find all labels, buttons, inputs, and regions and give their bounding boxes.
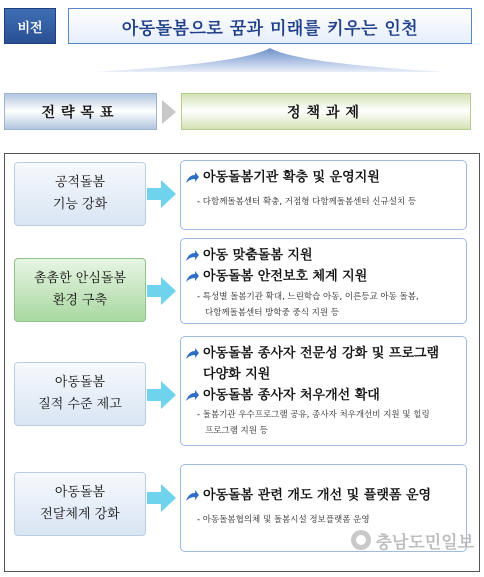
goal-box-delivery — [14, 472, 146, 536]
bullet-arrow-icon — [185, 249, 199, 263]
watermark-text: 충남도민일보 — [375, 532, 474, 553]
goal-line: 질적 수준 제고 — [38, 397, 122, 412]
bullet-arrow-icon — [185, 347, 199, 361]
task-heading — [185, 167, 460, 188]
bullet-arrow-icon — [185, 270, 199, 284]
task-text: 아동돌봄 종사자 처우개선 확대 — [203, 388, 380, 403]
task-heading — [185, 245, 460, 266]
policy-tasks-header: 정책과제 — [181, 93, 471, 130]
vision-tag: 비전 — [4, 8, 56, 44]
task-heading-continued — [185, 364, 460, 385]
bullet-arrow-icon — [185, 389, 199, 403]
goal-box-public-care — [14, 162, 146, 226]
task-text: 아동돌봄기관 확충 및 운영지원 — [203, 170, 380, 185]
task-note: - 다함께돌봄센터 확충, 거점형 다함께돌봄센터 신규설치 등 — [197, 197, 417, 207]
goal-line: 촘촘한 안심돌봄 — [33, 271, 127, 286]
task-heading — [185, 485, 460, 506]
watermark — [314, 525, 474, 555]
task-heading — [185, 266, 460, 287]
goal-box-safe-care — [14, 258, 146, 322]
task-text: 아동돌봄 관련 개도 개선 및 플랫폼 운영 — [203, 488, 432, 503]
task-text: 다양화 지원 — [203, 367, 271, 382]
connector-arrow-icon — [147, 483, 177, 513]
task-box-1 — [180, 160, 467, 230]
strategy-goals-header: 전략목표 — [4, 93, 157, 130]
task-note: 프로그램 지원 등 — [205, 426, 268, 436]
task-note: 다함께돌봄센터 방학중 중식 지원 등 — [205, 308, 339, 318]
goal-line: 공적돌봄 — [54, 175, 106, 190]
goal-line: 아동돌봄 — [54, 375, 106, 390]
bullet-arrow-icon — [185, 489, 199, 503]
goal-line: 전달체계 강화 — [40, 507, 120, 522]
connector-arrow-icon — [147, 276, 177, 306]
connector-arrow-icon — [147, 380, 177, 410]
goal-box-quality — [14, 362, 146, 426]
task-text: 아동돌봄 안전보호 체계 지원 — [203, 269, 368, 284]
task-note: - 특성별 돌봄기관 확대, 느린학습 아동, 이른등교 아동 돌봄, — [197, 292, 419, 302]
task-heading — [185, 385, 460, 406]
task-heading — [185, 343, 460, 364]
goal-line: 아동돌봄 — [54, 485, 106, 500]
goal-line: 환경 구축 — [52, 293, 108, 308]
task-text: 아동돌봄 종사자 전문성 강화 및 프로그램 — [203, 346, 440, 361]
bullet-arrow-icon — [185, 171, 199, 185]
task-box-2 — [180, 238, 467, 324]
vision-title: 아동돌봄으로 꿈과 미래를 키우는 인천 — [68, 8, 472, 44]
connector-arrow-icon — [147, 179, 177, 209]
goal-line: 기능 강화 — [52, 197, 108, 212]
task-text: 아동 맞춤돌봄 지원 — [203, 248, 313, 263]
header-arrow-icon — [160, 98, 178, 126]
vision-spread-shape — [95, 48, 445, 72]
task-note: - 돌봄기관 우수프로그램 공유, 종사자 처우개선비 지원 및 힐링 — [197, 410, 430, 420]
task-box-3 — [180, 336, 467, 446]
task-note: - 아동돌봄협의체 및 돌봄시설 정보플랫폼 운영 — [197, 515, 370, 525]
watermark-logo-icon — [350, 529, 372, 551]
